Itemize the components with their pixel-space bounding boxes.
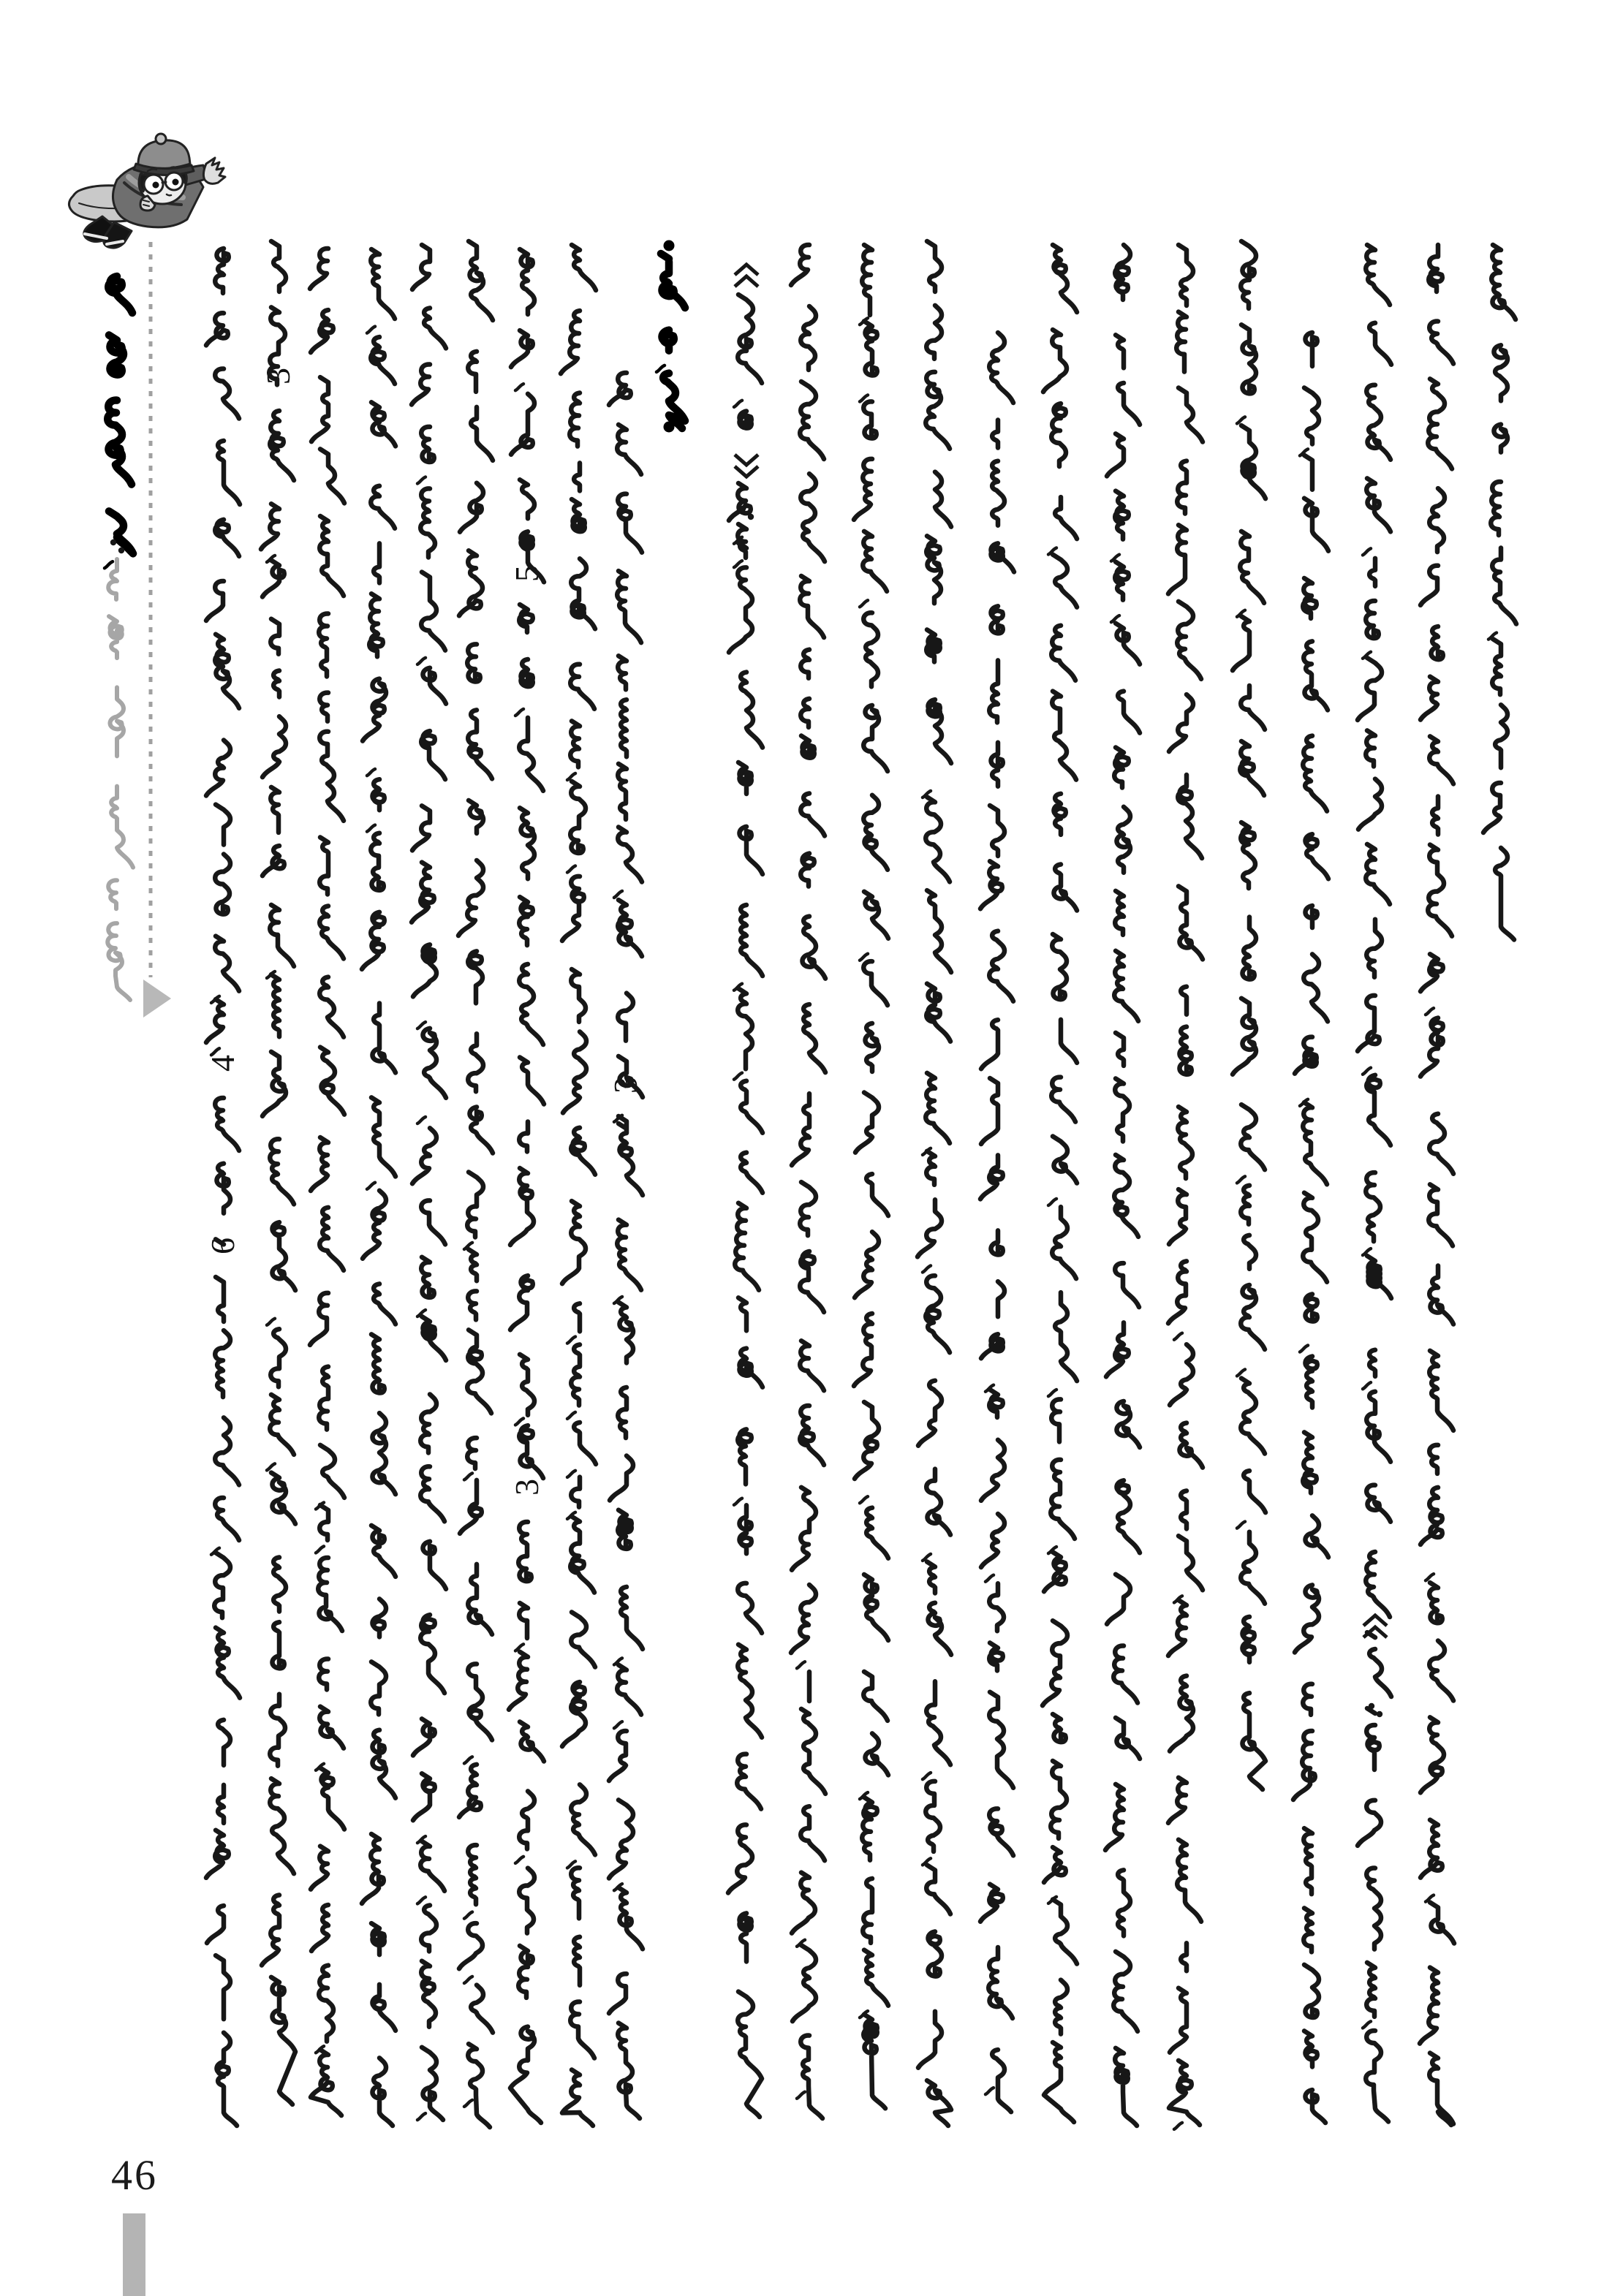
svg-text:3: 3 [607,1077,644,1094]
svg-text:3: 3 [260,368,297,384]
mascot-flying-boy-illustration [63,107,231,275]
bottom-edge-tab [123,2213,145,2296]
svg-text:6: 6 [204,1238,241,1254]
svg-text:5: 5 [508,565,545,582]
svg-text:3: 3 [508,1479,545,1496]
page-number: 46 [111,2151,158,2199]
svg-text:4: 4 [204,1055,241,1072]
